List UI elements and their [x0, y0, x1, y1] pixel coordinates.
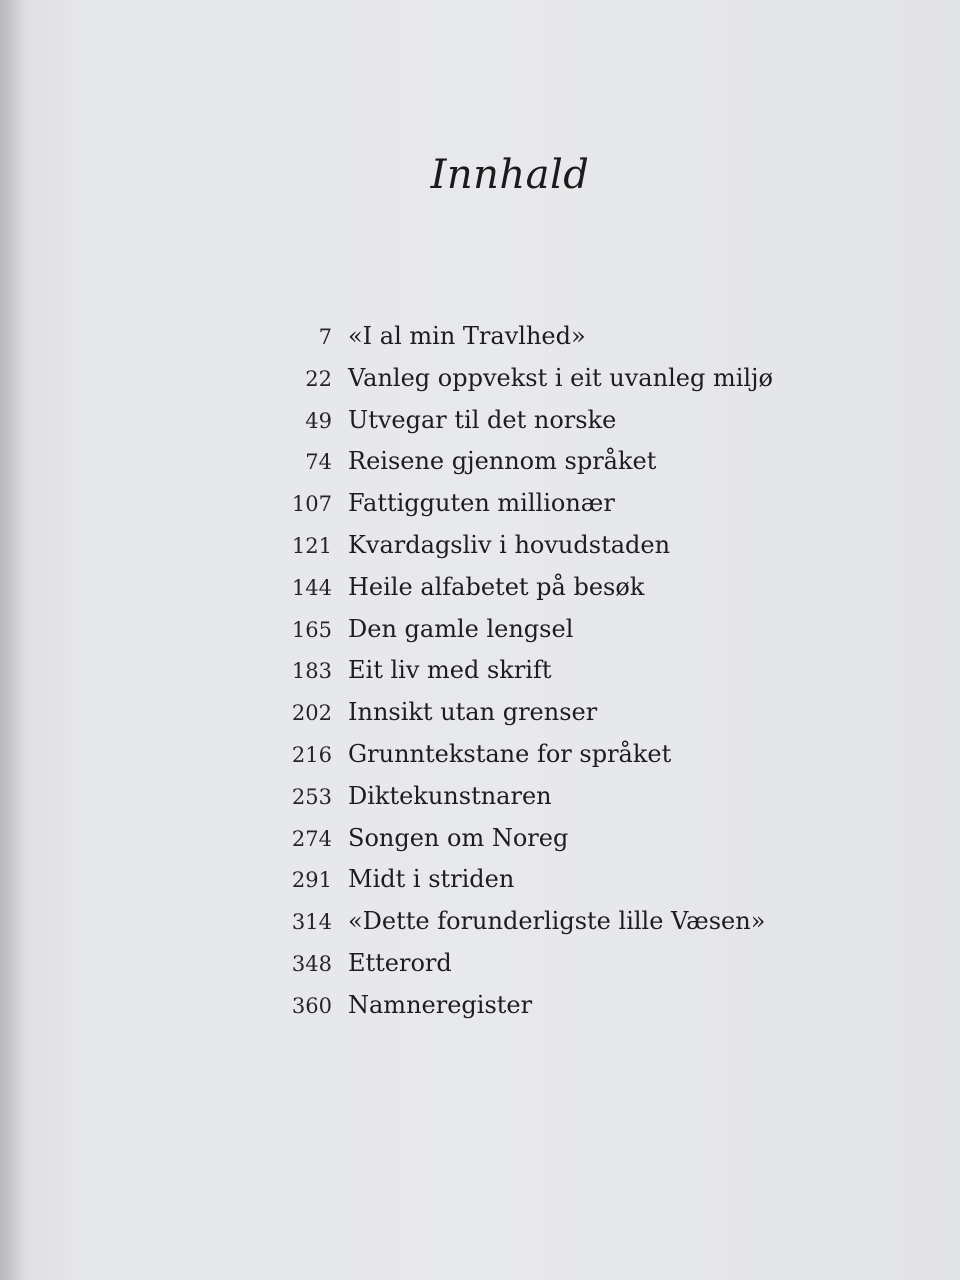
toc-page-number: 49: [305, 408, 332, 433]
toc-entry: [240, 489, 860, 531]
toc-entry: [240, 824, 860, 866]
toc-page-number: 7: [318, 325, 332, 349]
toc-chapter-title: Diktekunstnaren: [348, 781, 552, 810]
toc-page-number: 216: [291, 742, 332, 767]
toc-page-number: 253: [291, 784, 332, 809]
table-of-contents: [240, 322, 860, 1033]
toc-chapter-title: Reisene gjennom språket: [348, 447, 657, 476]
toc-entry: [240, 907, 860, 949]
toc-chapter-title: «I al min Travlhed»: [348, 322, 586, 350]
toc-page-number: 183: [291, 659, 332, 684]
toc-entry: [240, 865, 860, 907]
toc-chapter-title: Eit liv med skrift: [348, 656, 552, 685]
toc-chapter-title: Innsikt utan grenser: [348, 698, 598, 727]
toc-chapter-title: Etterord: [348, 948, 452, 977]
toc-entry: [240, 991, 860, 1033]
toc-entry: [240, 740, 860, 782]
toc-chapter-title: Grunntekstane for språket: [348, 739, 672, 768]
toc-chapter-title: Midt i striden: [348, 865, 515, 894]
toc-entry: [240, 782, 860, 824]
toc-chapter-title: Songen om Noreg: [348, 823, 569, 852]
toc-entry: [240, 406, 860, 448]
toc-entry: [240, 573, 860, 615]
toc-entry: [240, 656, 860, 698]
toc-entry: [240, 447, 860, 489]
toc-page-number: 74: [305, 450, 332, 475]
toc-page-number: 360: [291, 993, 332, 1018]
toc-page-number: 291: [291, 868, 332, 893]
toc-entry: [240, 615, 860, 657]
toc-page-number: 274: [291, 826, 332, 851]
toc-page-number: 121: [291, 533, 332, 558]
toc-page-number: 202: [291, 701, 332, 726]
page-title: Innhald: [430, 152, 590, 198]
toc-chapter-title: Utvegar til det norske: [348, 405, 617, 434]
toc-page-number: 107: [291, 492, 332, 517]
toc-page-number: 144: [291, 575, 332, 600]
toc-chapter-title: Fattigguten millionær: [348, 489, 615, 518]
toc-entry: [240, 364, 860, 406]
toc-entry: [240, 949, 860, 991]
toc-entry: [240, 698, 860, 740]
toc-chapter-title: «Dette forunderligste lille Væsen»: [348, 907, 766, 936]
toc-page-number: 22: [305, 366, 332, 391]
toc-chapter-title: Heile alfabetet på besøk: [348, 572, 645, 601]
toc-chapter-title: Namneregister: [348, 990, 533, 1019]
toc-chapter-title: Kvardagsliv i hovudstaden: [348, 530, 671, 559]
toc-page-number: 314: [291, 910, 332, 935]
toc-entry: [240, 322, 860, 364]
toc-chapter-title: Den gamle lengsel: [348, 614, 574, 643]
toc-entry: [240, 531, 860, 573]
toc-chapter-title: Vanleg oppvekst i eit uvanleg miljø: [348, 363, 773, 392]
toc-page-number: 348: [291, 951, 332, 976]
toc-page-number: 165: [291, 617, 332, 642]
